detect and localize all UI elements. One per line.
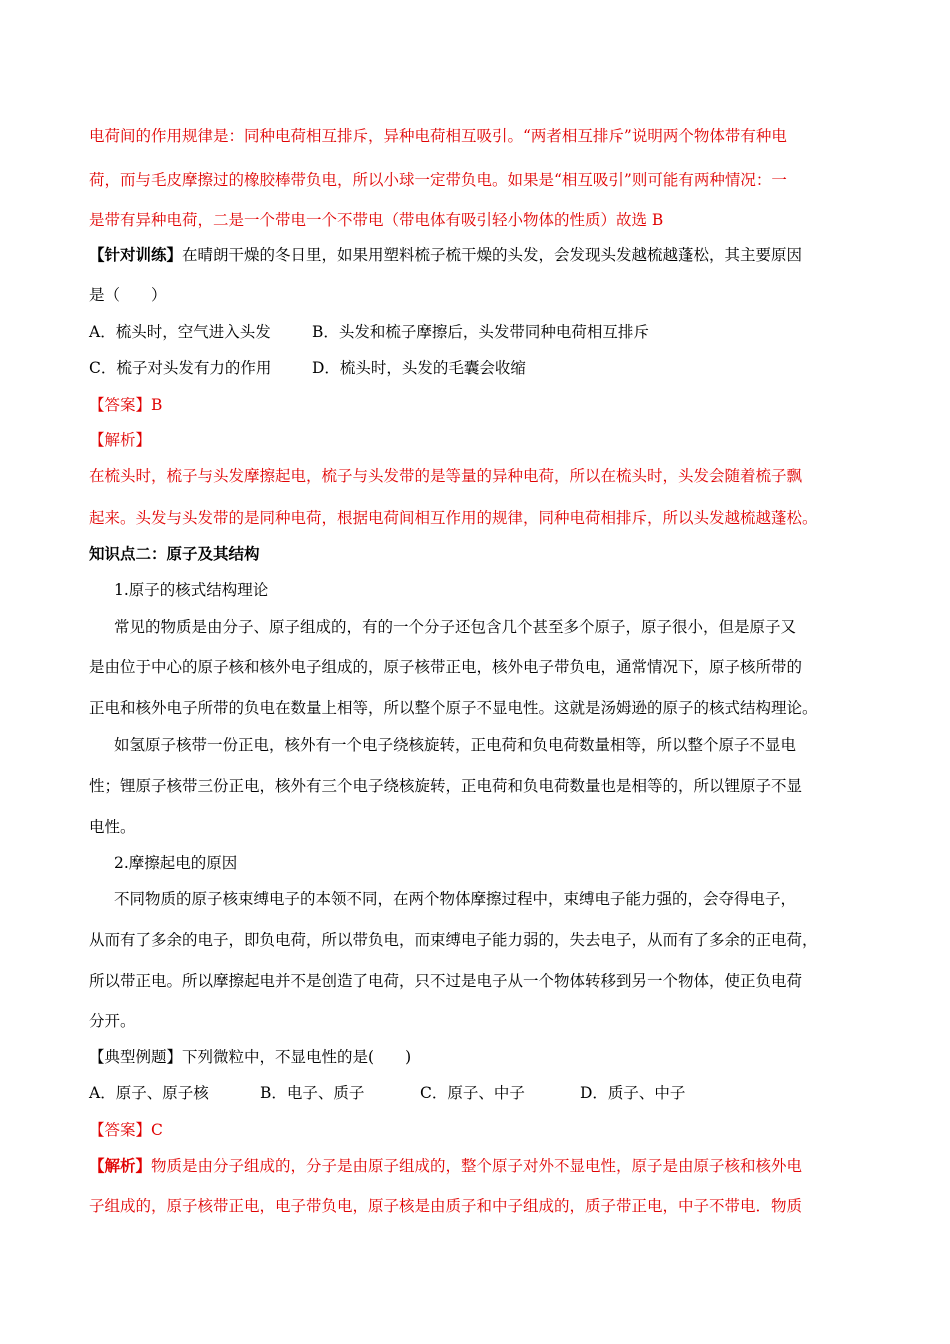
paragraph-2-line-3: 电性。 [89,818,136,836]
training-analysis-line-2: 起来。头发与头发带的是同种电荷，根据电荷间相互作用的规律，同种电荷相排斥，所以头发越梳越蓬松。 [89,509,818,527]
section-heading: 知识点二：原子及其结构 [89,544,260,563]
training-analysis-line-1: 在梳头时，梳子与头发摩擦起电，梳子与头发带的是等量的异种电荷，所以在梳头时，头发会随着梳子飘 [89,467,803,485]
paragraph-3-line-4: 分开。 [89,1012,136,1030]
example-option-a: A．原子、原子核 [89,1084,209,1102]
example-option-d: D．质子、中子 [580,1084,686,1102]
training-question-text: 在晴朗干燥的冬日里，如果用塑料梳子梳干燥的头发，会发现头发越梳越蓬松，其主要原因 [182,246,803,264]
explanation-line-2: 荷，而与毛皮摩擦过的橡胶棒带负电，所以小球一定带负电。如果是“相互吸引”则可能有两种情况：一 [89,171,787,189]
example-question-text: 下列微粒中，不显电性的是( ) [182,1048,412,1066]
subheading-1: 1.原子的核式结构理论 [114,581,269,599]
paragraph-1-line-2: 是由位于中心的原子核和核外电子组成的，原子核带正电，核外电子带负电，通常情况下，原子核所带的 [89,658,803,676]
training-option-d: D．梳头时，头发的毛囊会收缩 [312,359,526,377]
subheading-2: 2.摩擦起电的原因 [114,854,238,872]
paragraph-2-line-1: 如氢原子核带一份正电，核外有一个电子绕核旋转，正电荷和负电荷数量相等，所以整个原子不显电 [114,736,797,754]
example-question [89,1047,869,1067]
example-analysis [89,1156,869,1176]
training-answer: 【答案】B [89,396,163,414]
example-option-c: C．原子、中子 [420,1084,525,1102]
example-tag: 【典型例题】 [89,1048,183,1066]
example-answer: 【答案】C [89,1121,163,1139]
paragraph-3-line-2: 从而有了多余的电子，即负电荷，所以带负电，而束缚电子能力弱的，失去电子，从而有了多余的正电荷， [89,931,818,949]
training-option-b: B．头发和梳子摩擦后，头发带同种电荷相互排斥 [312,323,649,341]
training-option-a: A．梳头时，空气进入头发 [89,323,271,341]
explanation-line-3: 是带有异种电荷，二是一个带电一个不带电（带电体有吸引轻小物体的性质）故选 B [89,211,664,229]
paragraph-1-line-3: 正电和核外电子所带的负电在数量上相等，所以整个原子不显电性。这就是汤姆逊的原子的核式结构理论。 [89,699,818,717]
paragraph-1-line-1: 常见的物质是由分子、原子组成的，有的一个分子还包含几个甚至多个原子，原子很小，但是原子又 [114,618,797,636]
example-analysis-line-2: 子组成的，原子核带正电，电子带负电，原子核是由质子和中子组成的，质子带正电，中子不带电．物质 [89,1197,803,1215]
paragraph-2-line-2: 性；锂原子核带三份正电，核外有三个电子绕核旋转，正电荷和负电荷数量也是相等的，所以锂原子不显 [89,777,803,795]
training-analysis-tag: 【解析】 [89,431,152,449]
training-question [89,245,869,265]
paragraph-3-line-1: 不同物质的原子核束缚电子的本领不同，在两个物体摩擦过程中，束缚电子能力强的，会夺得电子， [114,890,797,908]
training-question-line-2: 是（ ） [89,286,167,304]
explanation-line-1: 电荷间的作用规律是：同种电荷相互排斥，异种电荷相互吸引。“两者相互排斥”说明两个物体带有种电 [89,127,787,145]
training-tag: 【针对训练】 [89,245,183,264]
example-analysis-text-1: 物质是由分子组成的，分子是由原子组成的，整个原子对外不显电性，原子是由原子核和核外电 [151,1157,803,1175]
paragraph-3-line-3: 所以带正电。所以摩擦起电并不是创造了电荷，只不过是电子从一个物体转移到另一个物体，使正负电荷 [89,972,803,990]
training-option-c: C．梳子对头发有力的作用 [89,359,272,377]
example-analysis-tag: 【解析】 [89,1156,152,1175]
example-option-b: B．电子、质子 [260,1084,365,1102]
